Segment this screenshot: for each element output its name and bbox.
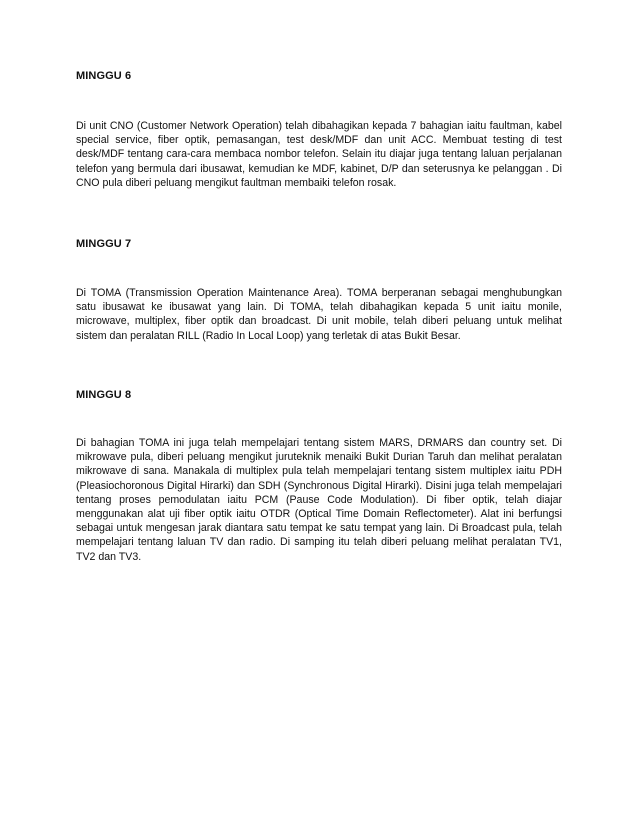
section-minggu-8 (76, 388, 562, 564)
section-paragraph: Di unit CNO (Customer Network Operation) telah dibahagikan kepada 7 bahagian iaitu faultman, kabel special service, fiber optik, pemasangan, test desk/MDF dan unit ACC. Membuat testing di test desk/MDF tentang cara-cara membaca nombor telefon. Selain itu diajar juga tentang laluan perjalanan telefon yang bermula dari ibusawat, kemudian ke MDF, kabinet, D/P dan seterusnya ke pelanggan . Di CNO pula diberi peluang mengikut faultman membaiki telefon rosak. (76, 120, 562, 189)
section-heading: MINGGU 6 (76, 70, 132, 82)
section-minggu-6 (76, 69, 562, 190)
section-minggu-7 (76, 237, 562, 343)
section-paragraph: Di bahagian TOMA ini juga telah mempelajari tentang sistem MARS, DRMARS dan country set. Di mikrowave pula, diberi peluang mengikut juruteknik menaiki Bukit Durian Taruh dan melihat peralatan mikrowave di sana. Manakala di multiplex pula telah mempelajari tentang sistem multiplex iaitu PDH (Pleasiochoronous Digital Hirarki) dan SDH (Synchronous Digital Hirarki). Disini juga telah mempelajari tentang proses pemodulatan iaitu PCM (Pause Code Modulation). Di fiber optik, telah diajar menggunakan alat uji fiber optik iaitu OTDR (Optical Time Domain Reflectometer). Alat ini berfungsi sebagai untuk mengesan jarak diantara satu tempat ke satu tempat yang lain. Di Broadcast pula, telah mempelajari tentang laluan TV dan radio. Di samping itu telah diberi peluang melihat peralatan TV1, TV2 dan TV3. (76, 437, 562, 563)
section-heading: MINGGU 7 (76, 238, 132, 250)
section-paragraph: Di TOMA (Transmission Operation Maintenance Area). TOMA berperanan sebagai menghubungkan satu ibusawat ke ibusawat yang lain. Di TOMA, telah dibahagikan kepada 5 unit iaitu monile, microwave, multiplex, fiber optik dan broadcast. Di unit mobile, telah diberi peluang untuk melihat sistem dan peralatan RILL (Radio In Local Loop) yang terletak di atas Bukit Besar. (76, 287, 562, 342)
section-heading: MINGGU 8 (76, 389, 132, 401)
